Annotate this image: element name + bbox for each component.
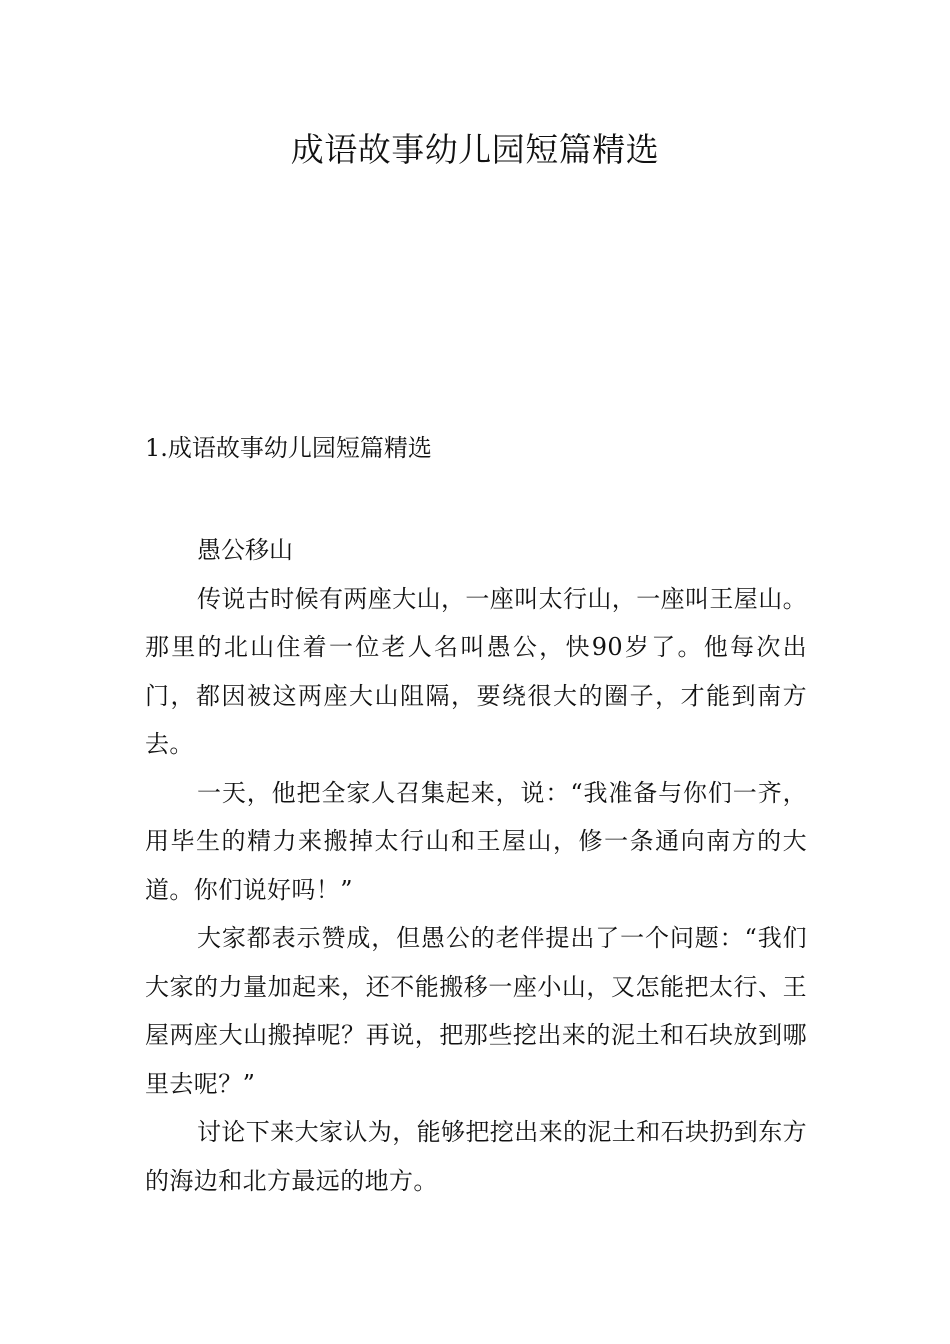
paragraph-4: 讨论下来大家认为，能够把挖出来的泥土和石块扔到东方的海边和北方最远的地方。 <box>145 1118 807 1195</box>
document-title: 成语故事幼儿园短篇精选 <box>290 130 660 169</box>
section-heading: 1.成语故事幼儿园短篇精选 <box>145 434 432 462</box>
paragraph-3: 大家都表示赞成，但愚公的老伴提出了一个问题：“我们大家的力量加起来，还不能搬移一座小山，又怎能把太行、王屋两座大山搬掉呢？再说，把那些挖出来的泥土和石块放到哪里去呢？” <box>145 924 807 1098</box>
paragraph-2: 一天，他把全家人召集起来，说：“我准备与你们一齐，用毕生的精力来搬掉太行山和王屋山，修一条通向南方的大道。你们说好吗！” <box>145 778 807 904</box>
story-body <box>145 526 807 1205</box>
paragraph-1: 传说古时候有两座大山，一座叫太行山，一座叫王屋山。那里的北山住着一位老人名叫愚公，快90岁了。他每次出门，都因被这两座大山阻隔，要绕很大的圈子，才能到南方去。 <box>145 584 807 758</box>
story-title: 愚公移山 <box>197 536 293 564</box>
